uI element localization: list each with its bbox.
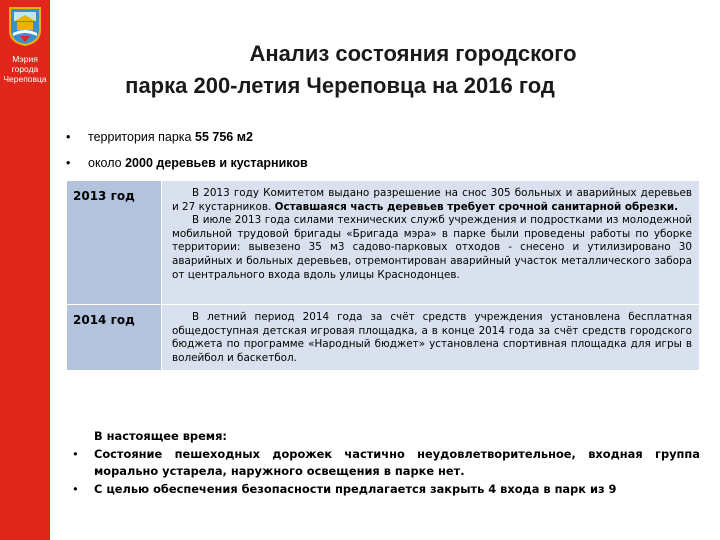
current-state-heading: В настоящее время:: [94, 429, 227, 443]
paragraph-emphasis: Оставшаяся часть деревьев требует срочной санитарной обрезки.: [274, 200, 679, 213]
title-line-1: Анализ состояния городского: [249, 41, 577, 66]
list-item: [72, 481, 700, 498]
fact-trees: [66, 153, 308, 179]
year-cell: 2013 год: [67, 181, 162, 305]
bullet-icon: •: [72, 482, 79, 496]
paragraph: [172, 187, 692, 214]
org-line-2: города: [11, 64, 39, 74]
table-row-2014: [67, 305, 700, 371]
trees-prefix: около: [88, 156, 122, 170]
organization-name: [0, 54, 50, 84]
trees-value: 2000 деревьев и кустарников: [125, 156, 308, 170]
list-item-text: С целью обеспечения безопасности предлагается закрыть 4 входа в парк из 9: [94, 482, 617, 496]
slide-title: [60, 38, 710, 102]
table-row-2013: [67, 181, 700, 305]
paragraph-text: В 2013 году Комитетом выдано разрешение на снос 305 больных и аварийных деревьев и 27 кустарников.: [172, 187, 692, 213]
park-facts: [66, 127, 308, 179]
description-cell: [162, 305, 700, 371]
sidebar: [0, 0, 50, 540]
org-line-3: Череповца: [3, 74, 47, 84]
title-line-2: парка 200-летия Череповца на 2016 год: [125, 73, 555, 98]
list-item-text: Состояние пешеходных дорожек частично неудовлетворительное, входная группа морально устарела, наружного освещения в парке нет.: [94, 447, 700, 478]
description-cell: [162, 181, 700, 305]
bullet-icon: •: [66, 156, 71, 170]
bullet-icon: •: [66, 130, 71, 144]
history-table: [66, 180, 700, 371]
paragraph: В летний период 2014 года за счёт средств учреждения установлена бесплатная общедоступная детская игровая площадка, а в конце 2014 года за счёт средств городского бюджета по программе «Народный бюджет» установлена спортивная площадка для игры в волейбол и баскетбол.: [172, 311, 692, 364]
current-state-section: [72, 428, 700, 498]
year-cell: 2014 год: [67, 305, 162, 371]
fact-territory: [66, 127, 308, 153]
list-item: [72, 446, 700, 480]
territory-label: территория парка: [88, 130, 192, 144]
coat-of-arms-icon: [8, 6, 42, 46]
territory-value: 55 756 м2: [195, 130, 253, 144]
org-line-1: Мэрия: [12, 54, 38, 64]
bullet-icon: •: [72, 447, 79, 461]
paragraph: В июле 2013 года силами технических служб учреждения и подростками из молодежной мобильной трудовой бригады «Бригада мэра» в парке были проведены работы по уборке территории: вывезено 35 м3 садово-парковых отходов - снесено и утилизировано 30 аварийных и больных деревьев, отремонтирован аварийный участок металлического забора от центрального входа вдоль улицы Краснодонцев.: [172, 214, 692, 281]
